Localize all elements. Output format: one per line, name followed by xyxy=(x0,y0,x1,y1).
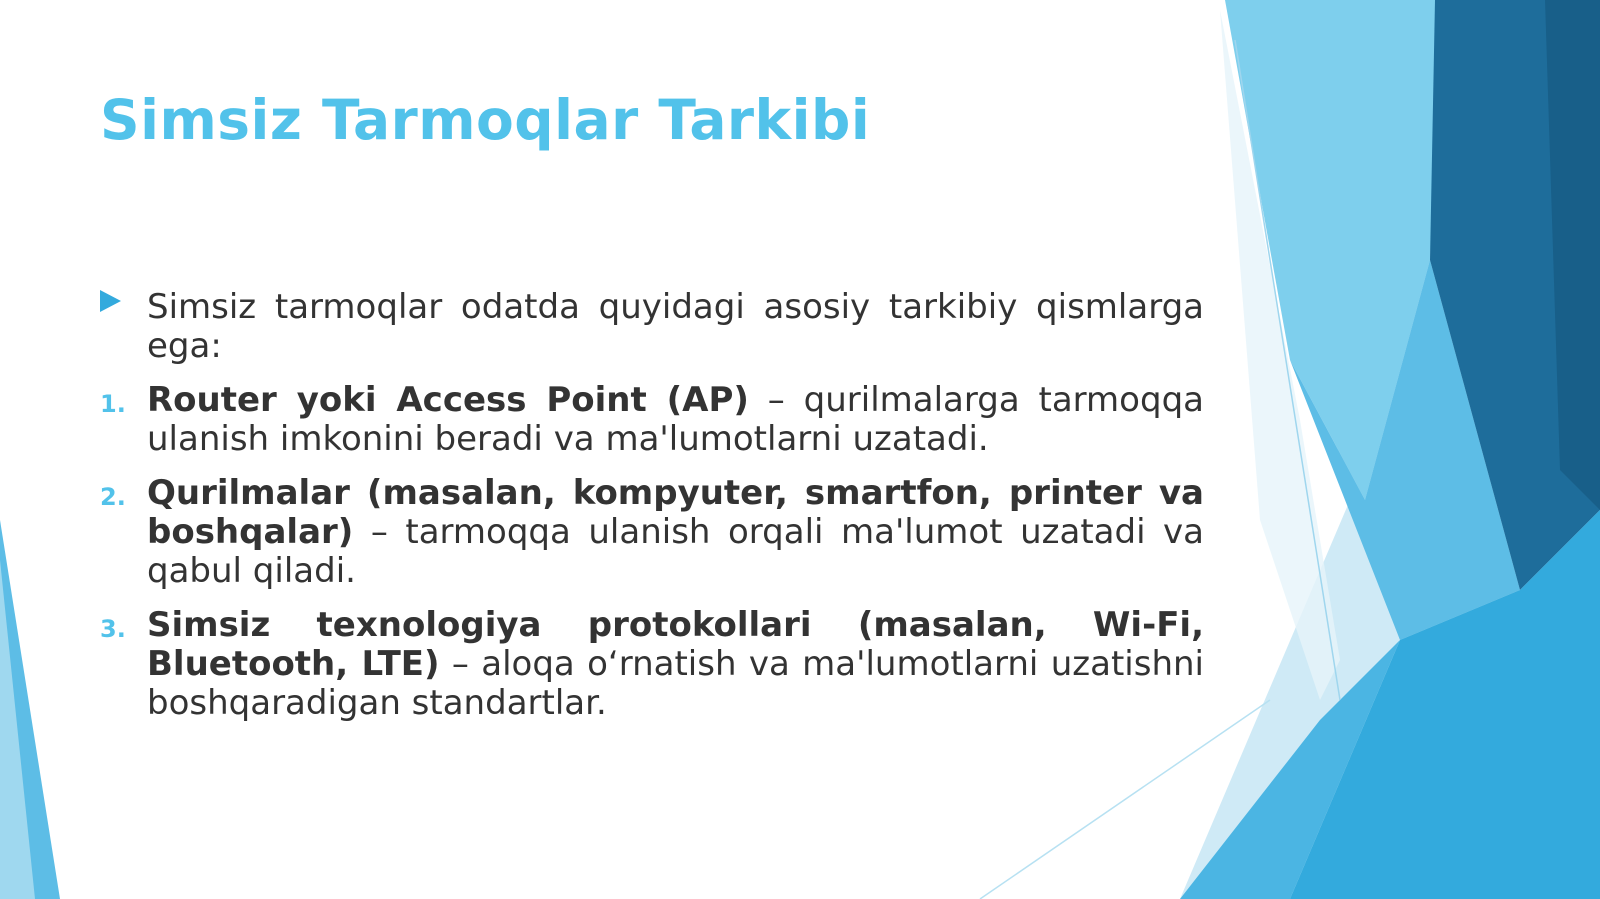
list-item xyxy=(100,606,1204,723)
list-item-term: Simsiz texnologiya protokollari (masalan, Wi-Fi, Bluetooth, LTE) xyxy=(147,605,1204,684)
slide-title: Simsiz Tarmoqlar Tarkibi xyxy=(100,88,871,152)
list-item-description: – qurilmalarga tarmoqqa ulanish imkonini beradi va ma'lumotlarni uzatadi. xyxy=(147,380,1204,459)
list-item xyxy=(100,381,1204,459)
list-item-description: – aloqa o‘rnatish va ma'lumotlarni uzatishni boshqaradigan standartlar. xyxy=(147,644,1204,723)
list-number: 3. xyxy=(100,615,126,643)
list-item-term: Router yoki Access Point (AP) xyxy=(147,380,749,420)
slide-content xyxy=(100,288,1204,723)
list-item xyxy=(100,474,1204,591)
list-item-description: – tarmoqqa ulanish orqali ma'lumot uzatadi va qabul qiladi. xyxy=(147,512,1204,591)
intro-text: Simsiz tarmoqlar odatda quyidagi asosiy tarkibiy qismlarga ega: xyxy=(147,287,1204,366)
intro-paragraph xyxy=(100,288,1204,366)
list-number: 1. xyxy=(100,390,126,418)
list-item-term: Qurilmalar (masalan, kompyuter, smartfon, printer va boshqalar) xyxy=(147,473,1204,552)
triangle-right-icon xyxy=(100,290,121,312)
list-number: 2. xyxy=(100,483,126,511)
